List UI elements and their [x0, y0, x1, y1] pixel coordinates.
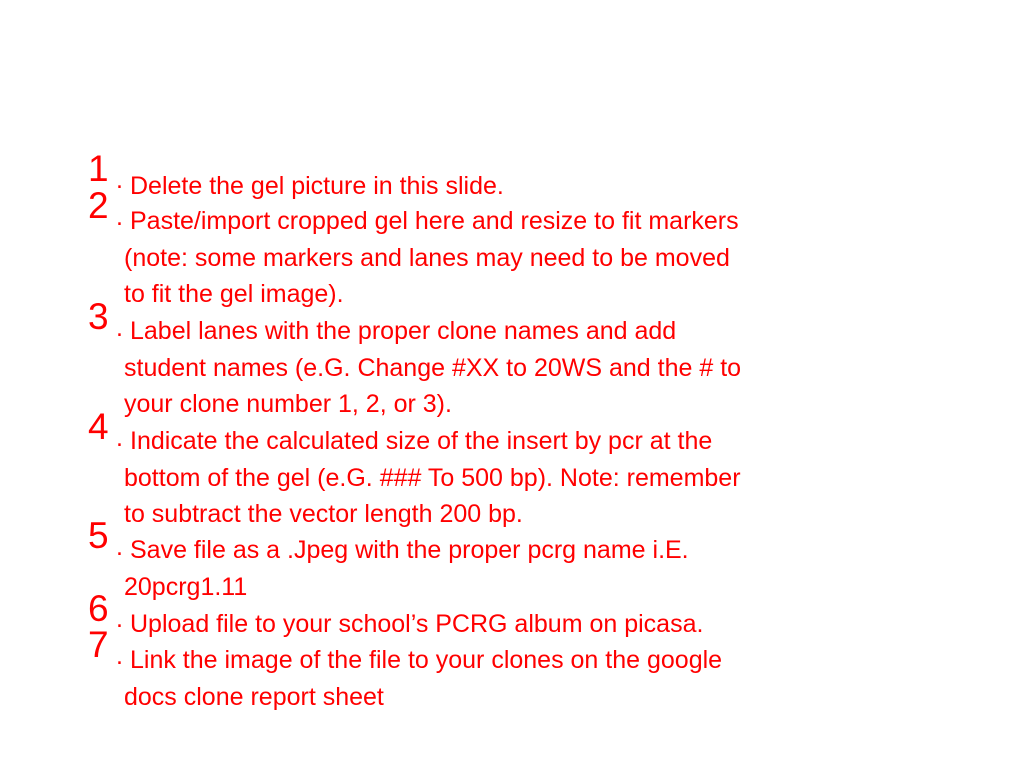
- step-dot-7: .: [116, 642, 123, 670]
- step-3-line: student names (e.G. Change #XX to 20WS and the # to: [124, 353, 742, 382]
- step-dot-3: .: [116, 314, 123, 342]
- step-2-text: [124, 203, 904, 313]
- step-3-line: Label lanes with the proper clone names and add: [130, 317, 677, 345]
- step-dot-5: .: [116, 533, 123, 561]
- step-4-line: to subtract the vector length 200 bp.: [124, 500, 523, 528]
- step-3-line: your clone number 1, 2, or 3).: [124, 390, 452, 418]
- step-5-line: Save file as a .Jpeg with the proper pcrg name i.E.: [130, 536, 689, 564]
- step-number-4: 4: [88, 406, 109, 447]
- step-2-line: (note: some markers and lanes may need to be moved: [124, 243, 730, 272]
- step-6-line: Upload file to your school’s PCRG album on picasa.: [130, 610, 704, 638]
- step-7-text: [124, 642, 904, 715]
- step-5-text: [124, 532, 904, 605]
- step-4-line: bottom of the gel (e.G. ### To 500 bp). Note: remember: [124, 463, 741, 492]
- step-1-text: [124, 168, 904, 205]
- step-4-line: Indicate the calculated size of the insert by pcr at the: [130, 427, 713, 455]
- step-5-line: 20pcrg1.11: [124, 572, 248, 601]
- step-2-line: Paste/import cropped gel here and resize to fit markers: [130, 207, 739, 235]
- step-dot-1: .: [116, 166, 123, 194]
- step-6-text: [124, 606, 904, 643]
- step-dot-4: .: [116, 424, 123, 452]
- step-number-2: 2: [88, 185, 109, 226]
- step-7-line: docs clone report sheet: [124, 682, 384, 711]
- step-4-text: [124, 423, 904, 533]
- step-number-6: 6: [88, 588, 109, 629]
- step-number-1: 1: [88, 148, 109, 189]
- step-1-line: Delete the gel picture in this slide.: [130, 172, 504, 200]
- step-7-line: Link the image of the file to your clones on the google: [130, 646, 723, 674]
- step-dot-6: .: [116, 605, 123, 633]
- step-dot-2: .: [116, 203, 123, 231]
- step-number-7: 7: [88, 624, 109, 665]
- step-number-3: 3: [88, 296, 109, 337]
- step-3-text: [124, 313, 904, 423]
- step-number-5: 5: [88, 515, 109, 556]
- step-2-line: to fit the gel image).: [124, 280, 344, 308]
